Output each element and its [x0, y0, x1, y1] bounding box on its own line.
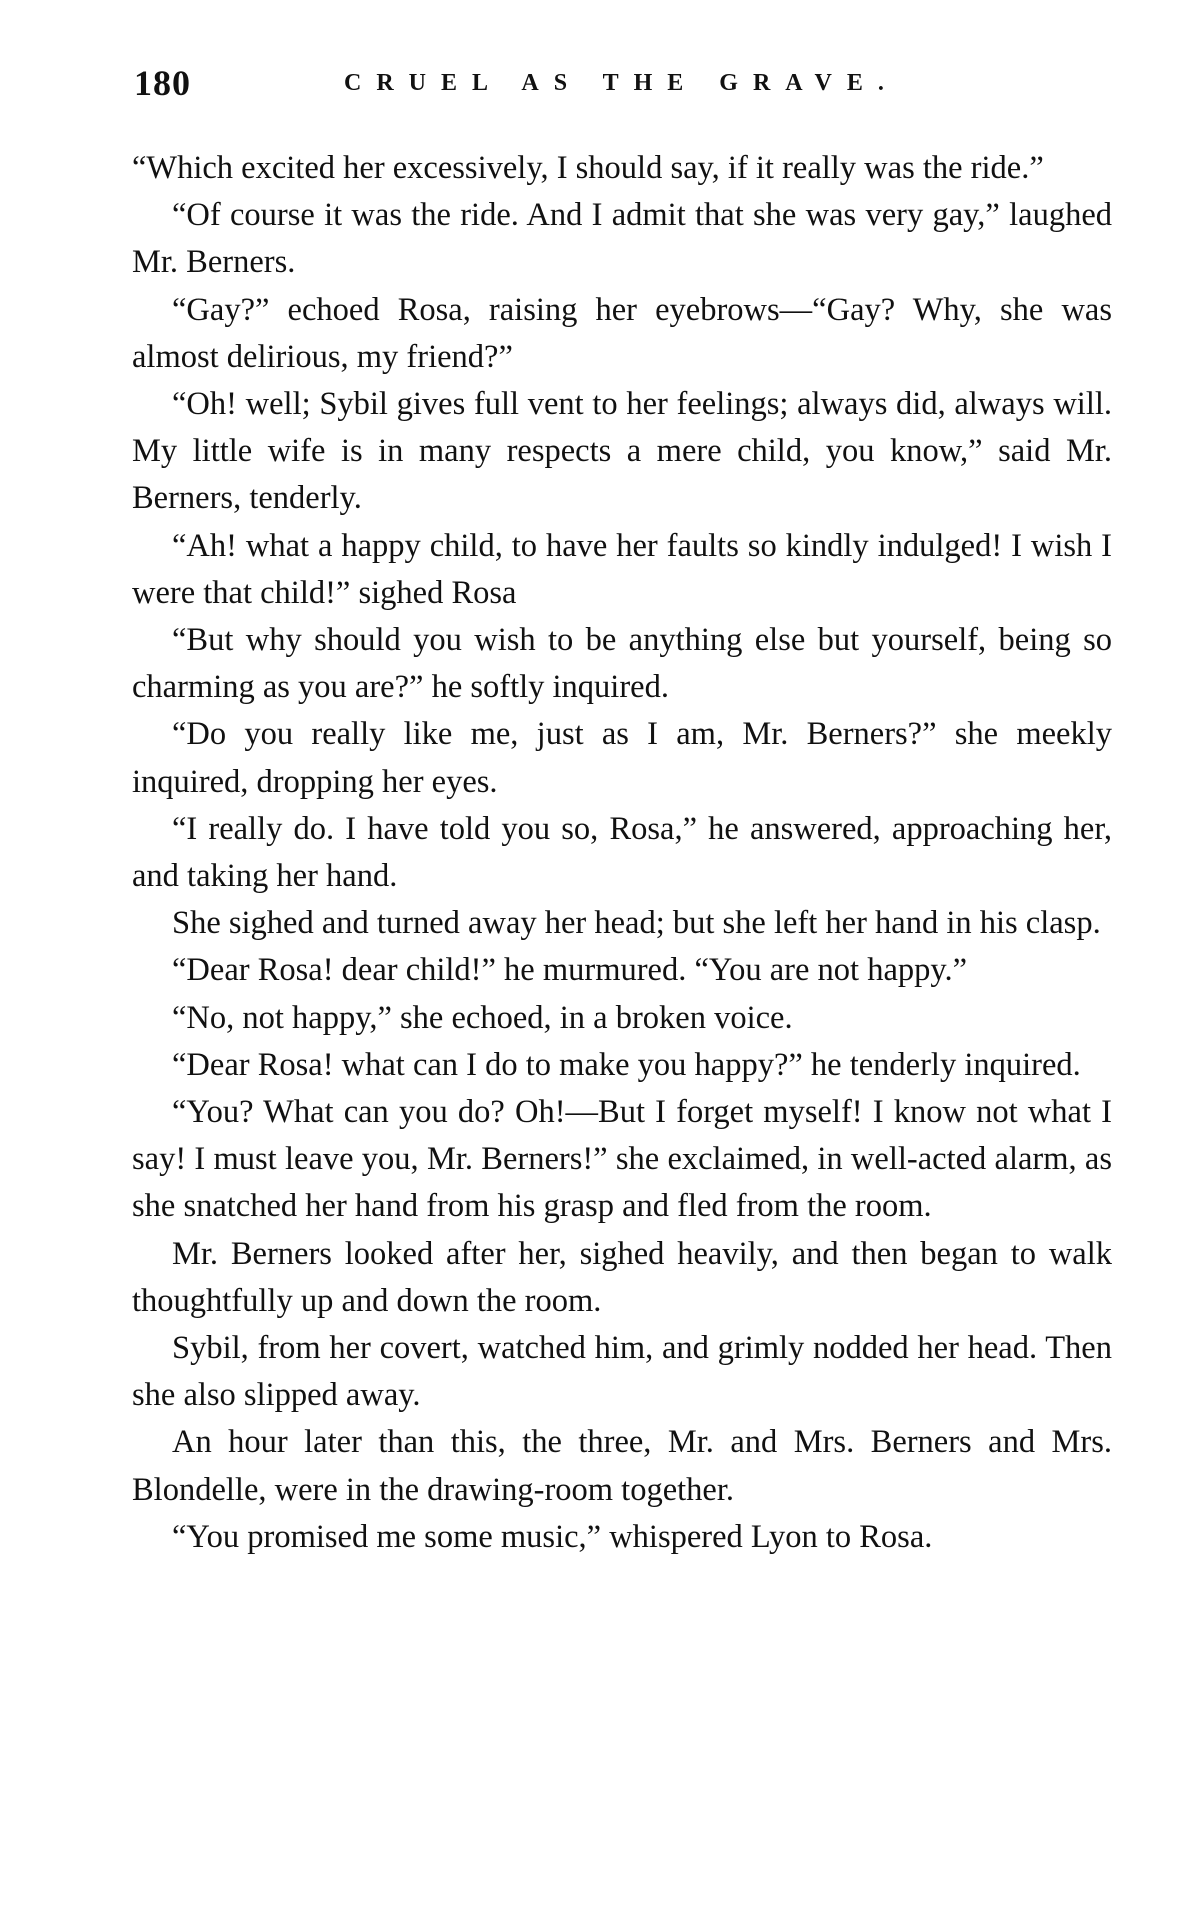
body-text [132, 145, 1112, 1561]
paragraph: “I really do. I have told you so, Rosa,” he answered, approaching her, and taking her hand. [132, 810, 1112, 895]
page-number: 180 [134, 63, 191, 103]
paragraph: An hour later than this, the three, Mr. and Mrs. Berners and Mrs. Blondelle, were in the drawing-room together. [132, 1424, 1112, 1508]
running-head [134, 62, 1114, 112]
paragraph: “Do you really like me, just as I am, Mr. Berners?” she meekly inquired, dropping her eyes. [132, 716, 1112, 800]
paragraph: “No, not happy,” she echoed, in a broken voice. [172, 999, 793, 1036]
paragraph: “Ah! what a happy child, to have her faults so kindly indulged! I wish I were that child!” sighed Rosa [132, 527, 1112, 611]
paragraph: She sighed and turned away her head; but she left her hand in his clasp. [172, 905, 1101, 942]
paragraph: “You? What can you do? Oh!—But I forget myself! I know not what I say! I must leave you, Mr. Berners!” she exclaimed, in well-acted alarm, as she snatched her hand from his grasp and fled from the room. [132, 1094, 1112, 1225]
paragraph: “Gay?” echoed Rosa, raising her eyebrows—“Gay? Why, she was almost delirious, my friend?” [132, 291, 1112, 375]
paragraph: “Oh! well; Sybil gives full vent to her feelings; always did, always will. My little wife is in many respects a mere child, you know,” said Mr. Berners, tenderly. [132, 386, 1112, 517]
paragraph: “But why should you wish to be anything else but yourself, being so charming as you are?” he softly inquired. [132, 622, 1112, 706]
paragraph: Mr. Berners looked after her, sighed heavily, and then began to walk thoughtfully up and down the room. [132, 1235, 1112, 1319]
paragraph: “Which excited her excessively, I should say, if it really was the ride.” [132, 150, 1044, 186]
paragraph: Sybil, from her covert, watched him, and grimly nodded her head. Then she also slipped away. [132, 1330, 1112, 1414]
paragraph: “Dear Rosa! what can I do to make you happy?” he tenderly inquired. [172, 1046, 1081, 1083]
paragraph: “You promised me some music,” whispered Lyon to Rosa. [172, 1518, 933, 1555]
paragraph: “Dear Rosa! dear child!” he murmured. “You are not happy.” [172, 952, 968, 989]
running-title: CRUEL AS THE GRAVE. [344, 70, 899, 96]
paragraph: “Of course it was the ride. And I admit that she was very gay,” laughed Mr. Berners. [132, 197, 1112, 281]
